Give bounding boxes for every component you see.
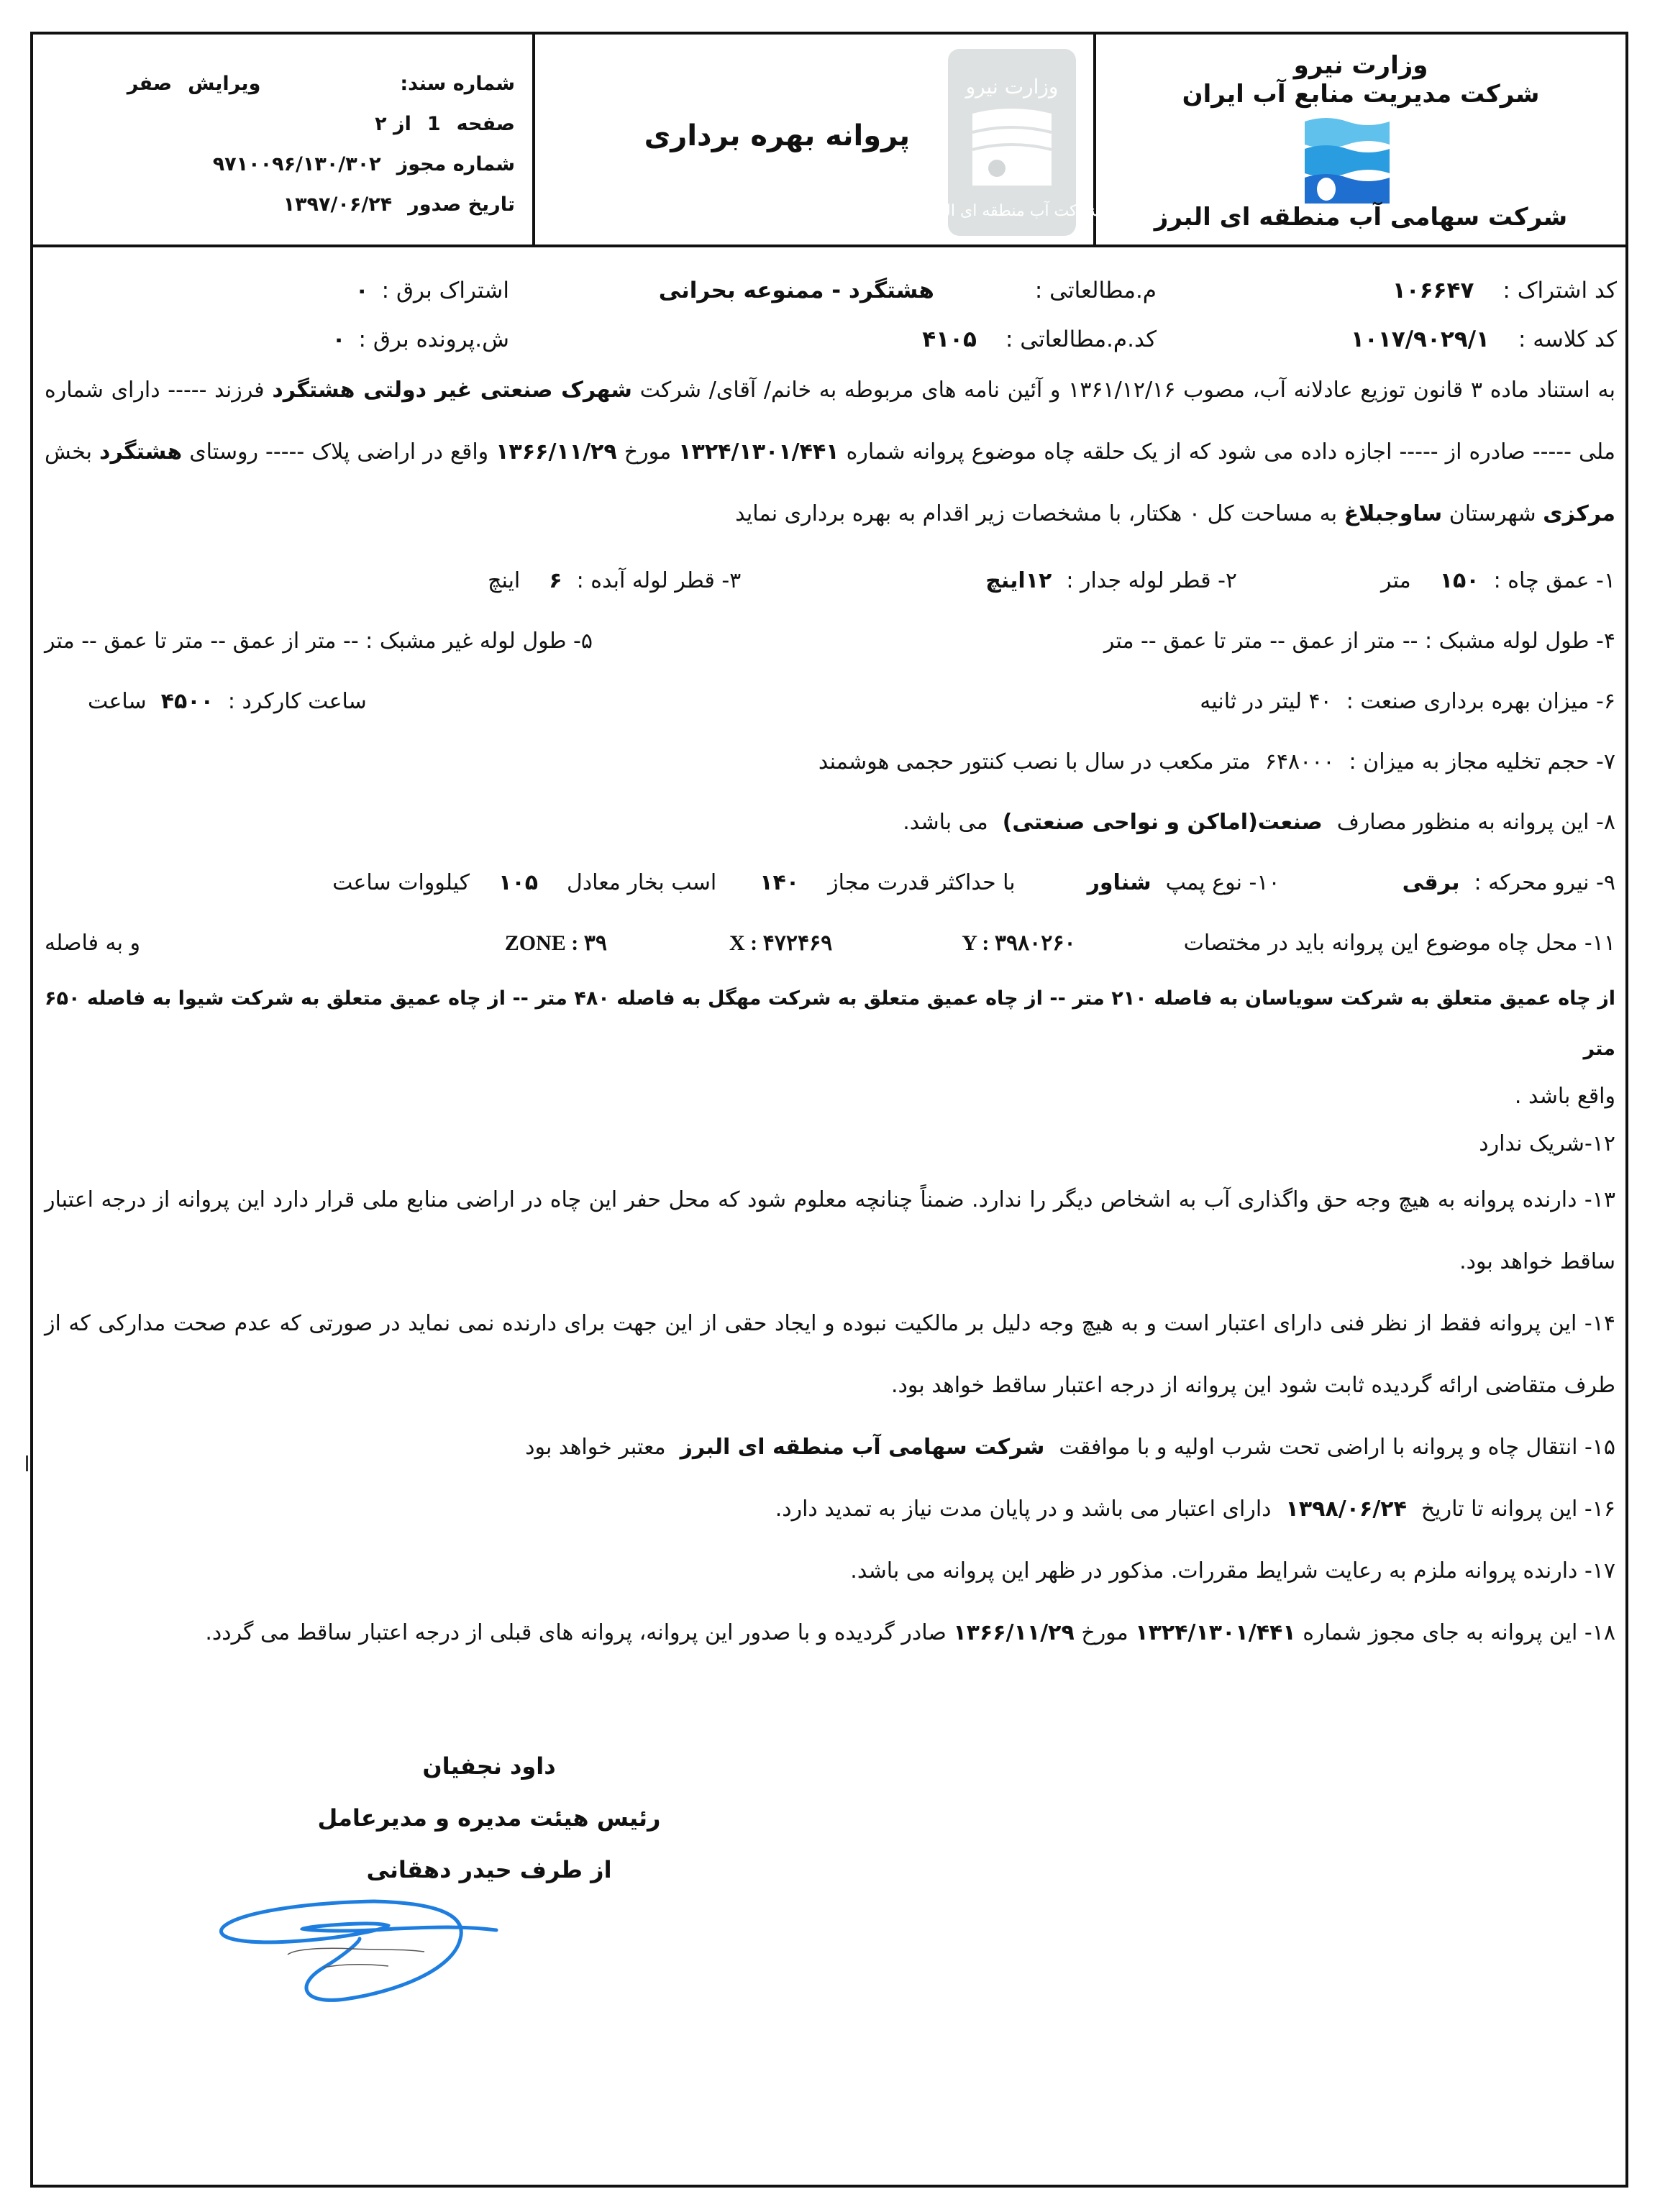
item-1-3 — [45, 551, 1615, 611]
signer-name: داود نجفیان — [422, 1752, 556, 1780]
county-name: ساوجبلاغ — [1344, 501, 1443, 526]
coordinate-y: Y : ۳۹۸۰۲۶۰ — [962, 931, 1076, 955]
max-power-value: ۱۴۰ — [760, 870, 800, 895]
screened-pipe-length: ۴- طول لوله مشبک : -- متر از عمق -- متر تا عمق -- متر — [1103, 629, 1615, 654]
margin-mark — [26, 1455, 28, 1471]
usage-suffix: می باشد. — [903, 810, 988, 835]
intro-text-4: واقع در اراضی پلاک ----- روستای — [189, 439, 489, 465]
allowed-volume-text: متر مکعب در سال با نصب کنتور حجمی هوشمند — [818, 749, 1251, 774]
item-13: ۱۳- دارنده پروانه به هیچ وجه حق واگذاری آب به اشخاص دیگر را ندارد. ضمناً چنانچه معلوم شود که محل حفر این چاه در اراضی منابع ملی قرار دارد این پروانه از درجه اعتبار ساقط خواهد بود. — [45, 1187, 1615, 1274]
holder-company: شهرک صنعتی غیر دولتی هشتگرد — [272, 378, 632, 403]
usage-label: ۸- این پروانه به منظور مصارف — [1336, 810, 1615, 835]
well-depth-unit: متر — [1381, 568, 1411, 593]
transfer-company: شرکت سهامی آب منطقه ای البرز — [680, 1435, 1045, 1460]
item-11-coordinates — [45, 913, 1615, 974]
kilowatt-value: ۱۰۵ — [498, 870, 539, 895]
electric-subscription-value: ۰ — [355, 278, 369, 303]
ministry-name: وزارت نیرو — [1293, 51, 1428, 80]
industrial-rate-value: ۴۰ لیتر در ثانیه — [1200, 689, 1332, 714]
item-6 — [45, 672, 1615, 732]
intro-paragraph — [45, 360, 1615, 545]
validity-date: ۱۳۹۸/۰۶/۲۴ — [1285, 1496, 1407, 1522]
study-area-code-value: ۴۱۰۵ — [922, 326, 977, 352]
class-code-label: کد کلاسه : — [1518, 326, 1617, 352]
pump-type-value: شناور — [1087, 870, 1151, 895]
electric-file-value: ۰ — [332, 326, 346, 352]
kilowatt-unit: کیلووات ساعت — [332, 870, 470, 895]
intro-text-7: به مساحت کل ۰ هکتار، با مشخصات زیر اقدام به بهره برداری نماید — [735, 501, 1338, 526]
working-hours-unit: ساعت — [88, 689, 147, 714]
horsepower-label: اسب بخار معادل — [567, 870, 717, 895]
distance-intro: و به فاصله — [45, 931, 140, 956]
signature-block — [259, 1740, 719, 1896]
page-of: از ۲ — [375, 112, 411, 135]
item-7 — [45, 732, 1615, 792]
page-label: صفحه — [456, 112, 515, 135]
validity-text: ۱۶- این پروانه تا تاریخ — [1420, 1496, 1615, 1522]
revision-label: ویرایش — [188, 72, 261, 95]
power-source-label: ۹- نیرو محرکه : — [1474, 870, 1615, 895]
village-name: هشتگرد — [99, 439, 183, 465]
electric-subscription-label: اشتراک برق : — [381, 278, 509, 303]
casing-diameter-label: ۲- قطر لوله جدار : — [1066, 568, 1238, 593]
location-label: ۱۱- محل چاه موضوع این پروانه باید در مختصات — [1183, 931, 1615, 956]
permit-info — [43, 266, 1617, 364]
max-power-label: با حداکثر قدرت مجاز — [828, 870, 1016, 895]
item-9-10 — [45, 853, 1615, 913]
item-17 — [45, 1540, 1615, 1602]
info-row-1 — [43, 266, 1617, 315]
working-hours-value: ۴۵۰۰ — [160, 689, 214, 714]
item-4-5 — [45, 611, 1615, 672]
watermark-text-top: وزارت نیرو — [965, 75, 1059, 99]
well-depth-value: ۱۵۰ — [1439, 568, 1479, 593]
revision-value: صفر — [127, 72, 173, 95]
electric-file-label: ش.پرونده برق : — [358, 326, 509, 352]
allowed-volume-value: ۶۴۸۰۰۰ — [1264, 749, 1335, 774]
intro-text-1: به استناد ماده ۳ قانون توزیع عادلانه آب، مصوب ۱۳۶۱/۱۲/۱۶ و آئین نامه های مربوطه به خانم/ آقای/ شرکت — [639, 378, 1615, 403]
discharge-pipe-label: ۳- قطر لوله آبده : — [576, 568, 742, 593]
regulations-text: ۱۷- دارنده پروانه ملزم به رعایت شرایط مقررات. مذکور در ظهر این پروانه می باشد. — [850, 1558, 1615, 1583]
study-area-label: م.مطالعاتی : — [1034, 278, 1157, 303]
info-row-2 — [43, 315, 1617, 364]
page-value: 1 — [427, 112, 441, 135]
usage-value: صنعت(اماکن و نواحی صنعتی) — [1002, 810, 1323, 835]
power-source-value: برقی — [1402, 870, 1460, 895]
coordinate-zone: ZONE : ۳۹ — [504, 931, 607, 955]
issue-date-value: ۱۳۹۷/۰۶/۲۴ — [283, 193, 393, 216]
replacement-suffix: صادر گردیده و با صدور این پروانه، پروانه های قبلی از درجه اعتبار ساقط می گردد. — [205, 1620, 947, 1645]
intro-text-2: فرزند ----- دارای شماره ملی ----- صادره از ----- اجازه داده می شود که از یک حلقه چاه موضوع پروانه شماره — [45, 378, 1616, 465]
previous-permit-number: ۱۳۲۴/۱۳۰۱/۴۴۱ — [678, 439, 839, 465]
item-14: ۱۴- این پروانه فقط از نظر فنی دارای اعتبار است و به هیچ وجه دلیل بر مالکیت نبوده و ایجاد حقی از این جهت برای دارنده نمی نماید در صورتی که عدم صحت مدارکی که از طرف متقاضی ارائه گردیده ثابت شود این پروانه از درجه اعتبار ساقط خواهد بود. — [45, 1311, 1615, 1398]
working-hours-label: ساعت کارکرد : — [227, 689, 367, 714]
signer-on-behalf: از طرف حیدر دهقانی — [366, 1856, 612, 1883]
industrial-rate-label: ۶- میزان بهره برداری صنعت : — [1346, 689, 1615, 714]
allowed-volume-label: ۷- حجم تخلیه مجاز به میزان : — [1349, 749, 1615, 774]
regional-company-name: شرکت سهامی آب منطقه ای البرز — [1154, 203, 1568, 232]
discharge-pipe-value: ۶ — [549, 568, 562, 593]
doc-number-label: شماره سند: — [400, 72, 515, 95]
permit-body — [45, 360, 1615, 1664]
replacement-date-label: مورخ — [1081, 1620, 1128, 1645]
replacement-permit-number: ۱۳۲۴/۱۳۰۱/۴۴۱ — [1135, 1620, 1296, 1645]
intro-text-6: شهرستان — [1449, 501, 1536, 526]
transfer-suffix: معتبر خواهد بود — [525, 1435, 666, 1460]
item-12-partner: ۱۲-شریک ندارد — [1479, 1131, 1615, 1156]
permit-number-label: شماره مجوز — [396, 152, 515, 175]
replacement-text: ۱۸- این پروانه به جای مجوز شماره — [1303, 1620, 1615, 1645]
document-title: پروانه بهره برداری — [644, 119, 910, 152]
intro-text-3: مورخ — [624, 439, 672, 465]
issue-date-label: تاریخ صدور — [408, 193, 515, 216]
watermark-text-bottom: شرکت آب منطقه ای البرز — [924, 202, 1100, 220]
item-11-end: واقع باشد . — [1514, 1084, 1615, 1109]
casing-diameter-value: ۱۲اینچ — [985, 568, 1052, 593]
validity-suffix: دارای اعتبار می باشد و در پایان مدت نیاز به تمدید دارد. — [775, 1496, 1272, 1522]
subscription-code-label: کد اشتراک : — [1502, 278, 1617, 303]
pump-type-label: ۱۰- نوع پمپ — [1165, 870, 1280, 895]
transfer-text: ۱۵- انتقال چاه و پروانه با اراضی تحت شرب اولیه و با موافقت — [1059, 1435, 1615, 1460]
permit-number-value: ۹۷۱۰۰۹۶/۱۳۰/۳۰۲ — [212, 152, 381, 175]
well-depth-label: ۱- عمق چاه : — [1493, 568, 1615, 593]
blank-pipe-length: ۵- طول لوله غیر مشبک : -- متر از عمق -- متر تا عمق -- متر — [45, 629, 593, 654]
study-area-code-label: کد.م.مطالعاتی : — [1005, 326, 1157, 352]
discharge-pipe-unit: اینچ — [488, 568, 521, 593]
study-area-value: هشتگرد - ممنوعه بحرانی — [658, 278, 934, 303]
handwritten-signature-icon — [216, 1898, 532, 2021]
class-code-value: ۱۰۱۷/۹۰۲۹/۱ — [1351, 326, 1490, 352]
previous-permit-date: ۱۳۶۶/۱۱/۲۹ — [496, 439, 617, 465]
subscription-code-value: ۱۰۶۶۴۷ — [1392, 278, 1474, 303]
parent-company-name: شرکت مدیریت منابع آب ایران — [1182, 80, 1540, 109]
item-18 — [45, 1602, 1615, 1664]
intro-text-5: بخش — [45, 439, 92, 465]
item-11-distances: از چاه عمیق متعلق به شرکت سویاسان به فاصله ۲۱۰ متر -- از چاه عمیق متعلق به شرکت مهگل به فاصله ۴۸۰ متر -- از چاه عمیق متعلق به شرکت شیوا به فاصله ۶۵۰ متر — [45, 987, 1615, 1060]
item-15 — [45, 1417, 1615, 1479]
district-name: مرکزی — [1543, 501, 1615, 526]
item-16 — [45, 1479, 1615, 1540]
signer-position: رئیس هیئت مدیره و مدیرعامل — [317, 1804, 661, 1832]
coordinate-x: X : ۴۷۲۴۶۹ — [729, 931, 833, 955]
item-8 — [45, 792, 1615, 853]
replacement-permit-date: ۱۳۶۶/۱۱/۲۹ — [953, 1620, 1075, 1645]
